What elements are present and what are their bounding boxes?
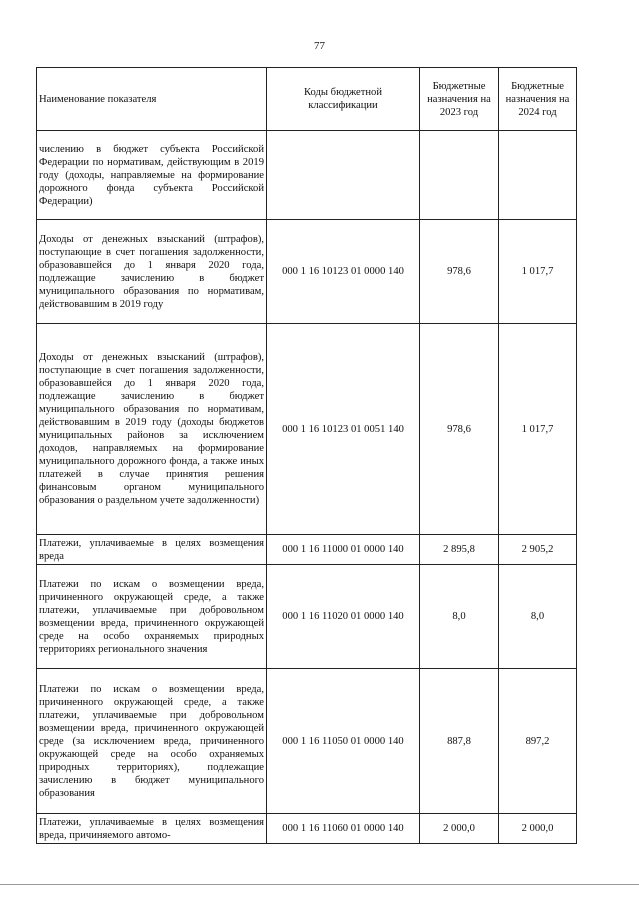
row-name: Платежи по искам о возмещении вреда, причиненного окружающей среде, а также платежи, уплачиваемые при добровольном возмещении вреда, причиненного окружающей среде на особо охраняемых природных территориях регионального значения <box>37 565 267 669</box>
row-value-2023 <box>420 131 499 220</box>
row-value-2024 <box>499 131 577 220</box>
table-row <box>37 814 577 844</box>
table-row <box>37 131 577 220</box>
row-value-2023: 978,6 <box>420 220 499 324</box>
header-indicator-name: Наименование показателя <box>37 68 267 131</box>
page-number: 77 <box>314 40 325 52</box>
header-budget-code: Коды бюджетной классификации <box>267 68 420 131</box>
table-row <box>37 324 577 535</box>
table-row <box>37 220 577 324</box>
row-name: Платежи по искам о возмещении вреда, причиненного окружающей среде, а также платежи, уплачиваемые при добровольном возмещении вреда, причиненного окружающей среде (за исключением вреда, причиненного окружающей среде на особо охраняемых природных территориях), подлежащие зачислению в бюджет муниципального образования <box>37 669 267 814</box>
row-value-2024: 1 017,7 <box>499 324 577 535</box>
row-name: Доходы от денежных взысканий (штрафов), поступающие в счет погашения задолженности, образовавшейся до 1 января 2020 года, подлежащие зачислению в бюджет муниципального образования по нормативам, действовавшим в 2019 году <box>37 220 267 324</box>
header-year-2023: Бюджетные назначения на 2023 год <box>420 68 499 131</box>
row-value-2024: 2 000,0 <box>499 814 577 844</box>
page-bottom-divider <box>0 884 639 885</box>
row-name: Доходы от денежных взысканий (штрафов), поступающие в счет погашения задолженности, образовавшейся до 1 января 2020 года, подлежащие зачислению в бюджет муниципального образования по нормативам, действовавшим в 2019 году (доходы бюджетов муниципальных районов за исключением доходов, направляемых на формирование муниципального дорожного фонда, а также иных платежей в случае принятия решения финансовым органом муниципального образования о раздельном учете задолженности) <box>37 324 267 535</box>
header-year-2024: Бюджетные назначения на 2024 год <box>499 68 577 131</box>
row-value-2024: 1 017,7 <box>499 220 577 324</box>
row-name: числению в бюджет субъекта Российской Федерации по нормативам, действующим в 2019 году (доходы, направляемые на формирование дорожного фонда субъекта Российской Федерации) <box>37 131 267 220</box>
header-row <box>37 68 577 131</box>
row-value-2023: 8,0 <box>420 565 499 669</box>
row-value-2024: 8,0 <box>499 565 577 669</box>
table-row <box>37 669 577 814</box>
row-code: 000 1 16 10123 01 0051 140 <box>267 324 420 535</box>
row-code: 000 1 16 11060 01 0000 140 <box>267 814 420 844</box>
budget-table <box>36 67 577 844</box>
row-value-2024: 2 905,2 <box>499 535 577 565</box>
row-value-2023: 887,8 <box>420 669 499 814</box>
row-value-2023: 2 895,8 <box>420 535 499 565</box>
row-value-2024: 897,2 <box>499 669 577 814</box>
table-row <box>37 535 577 565</box>
row-code: 000 1 16 10123 01 0000 140 <box>267 220 420 324</box>
row-value-2023: 978,6 <box>420 324 499 535</box>
row-code: 000 1 16 11050 01 0000 140 <box>267 669 420 814</box>
row-code <box>267 131 420 220</box>
row-name: Платежи, уплачиваемые в целях возмещения вреда <box>37 535 267 565</box>
table-row <box>37 565 577 669</box>
row-code: 000 1 16 11020 01 0000 140 <box>267 565 420 669</box>
row-code: 000 1 16 11000 01 0000 140 <box>267 535 420 565</box>
row-name: Платежи, уплачиваемые в целях возмещения вреда, причиняемого автомо- <box>37 814 267 844</box>
row-value-2023: 2 000,0 <box>420 814 499 844</box>
